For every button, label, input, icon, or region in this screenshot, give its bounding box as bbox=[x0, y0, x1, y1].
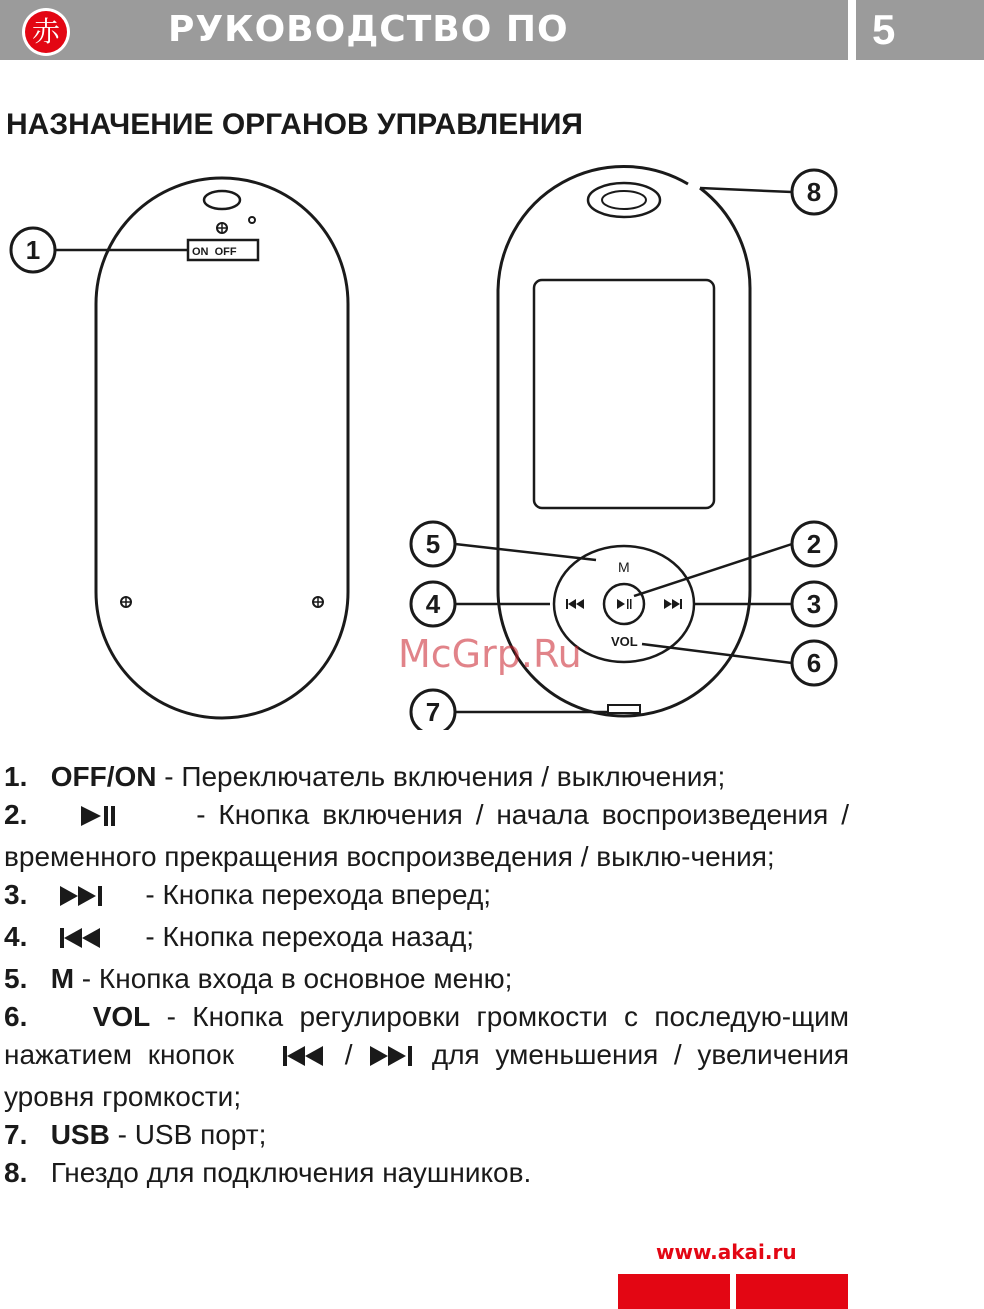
usb-port bbox=[608, 705, 640, 713]
callout-1: 1 bbox=[25, 235, 41, 265]
list-item-5 bbox=[4, 960, 849, 998]
item-number: 4. bbox=[4, 921, 28, 952]
item-text: - Переключатель включения / выключения; bbox=[156, 761, 726, 792]
item-text: - Кнопка перехода вперед; bbox=[145, 879, 492, 910]
list-item-7 bbox=[4, 1116, 849, 1154]
item-number: 6. bbox=[4, 1001, 28, 1032]
page-number: 5 bbox=[872, 6, 896, 53]
section-title: НАЗНАЧЕНИЕ ОРГАНОВ УПРАВЛЕНИЯ bbox=[6, 108, 583, 141]
list-item-1 bbox=[4, 758, 849, 796]
akai-logo bbox=[22, 8, 70, 56]
prev-track-icon bbox=[281, 1040, 329, 1078]
manual-title: РУКОВОДСТВО ПО ЭКСПЛУАТАЦИИ bbox=[168, 9, 569, 98]
footer-bar-right bbox=[736, 1274, 848, 1309]
item-text: для уменьшения / увеличения уровня громкости; bbox=[4, 1039, 850, 1112]
prev-track-icon bbox=[58, 922, 106, 960]
item-keyword: M bbox=[50, 963, 75, 994]
item-number: 7. bbox=[4, 1119, 28, 1150]
item-text: - Кнопка включения / начала воспроизведения / временного прекращения воспроизведения / выклю-чения; bbox=[4, 799, 849, 872]
list-item-8 bbox=[4, 1154, 849, 1192]
logo-glyph: 赤 bbox=[25, 11, 67, 53]
callout-2: 2 bbox=[806, 529, 822, 559]
callout-5: 5 bbox=[425, 529, 441, 559]
callout-6: 6 bbox=[806, 648, 822, 678]
watermark: McGrp.Ru bbox=[398, 632, 582, 676]
item-number: 1. bbox=[4, 761, 28, 792]
item-keyword: OFF/ON bbox=[50, 761, 157, 792]
item-number: 2. bbox=[4, 799, 28, 830]
callout-4: 4 bbox=[425, 589, 441, 619]
menu-label: M bbox=[618, 559, 630, 575]
item-number: 8. bbox=[4, 1157, 28, 1188]
next-track-icon bbox=[58, 880, 106, 918]
callout-7: 7 bbox=[425, 697, 441, 727]
item-text: - Кнопка регулировки громкости с последую-щим нажатием кнопок bbox=[4, 1001, 849, 1070]
back-headphone-port bbox=[204, 191, 240, 209]
item-text: Гнездо для подключения наушников. bbox=[50, 1157, 532, 1188]
item-number: 5. bbox=[4, 963, 28, 994]
next-track-icon bbox=[368, 1040, 416, 1078]
footer-bar-left bbox=[618, 1274, 730, 1309]
header-bar bbox=[0, 0, 848, 98]
item-text: - Кнопка входа в основное меню; bbox=[74, 963, 513, 994]
list-item-4 bbox=[4, 918, 849, 960]
controls-list bbox=[4, 758, 849, 1192]
switch-label: ON OFF bbox=[192, 246, 237, 258]
callout-8: 8 bbox=[806, 177, 822, 207]
item-text: - Кнопка перехода назад; bbox=[145, 921, 475, 952]
front-headphone-jack bbox=[588, 183, 660, 217]
item-keyword: USB bbox=[50, 1119, 110, 1150]
pad-icons bbox=[566, 599, 682, 609]
item-keyword: VOL bbox=[92, 1001, 151, 1032]
callout-3: 3 bbox=[806, 589, 822, 619]
website-link[interactable]: www.akai.ru bbox=[656, 1240, 797, 1264]
item-separator: / bbox=[344, 1039, 353, 1070]
list-item-6 bbox=[4, 998, 849, 1116]
list-item-3 bbox=[4, 876, 849, 918]
play-pause-icon bbox=[79, 800, 119, 838]
vol-label: VOL bbox=[611, 634, 638, 649]
page-number-box bbox=[856, 0, 984, 60]
player-screen bbox=[534, 280, 714, 508]
back-led bbox=[249, 217, 255, 223]
item-text: - USB порт; bbox=[109, 1119, 267, 1150]
list-item-2 bbox=[4, 796, 849, 876]
item-number: 3. bbox=[4, 879, 28, 910]
